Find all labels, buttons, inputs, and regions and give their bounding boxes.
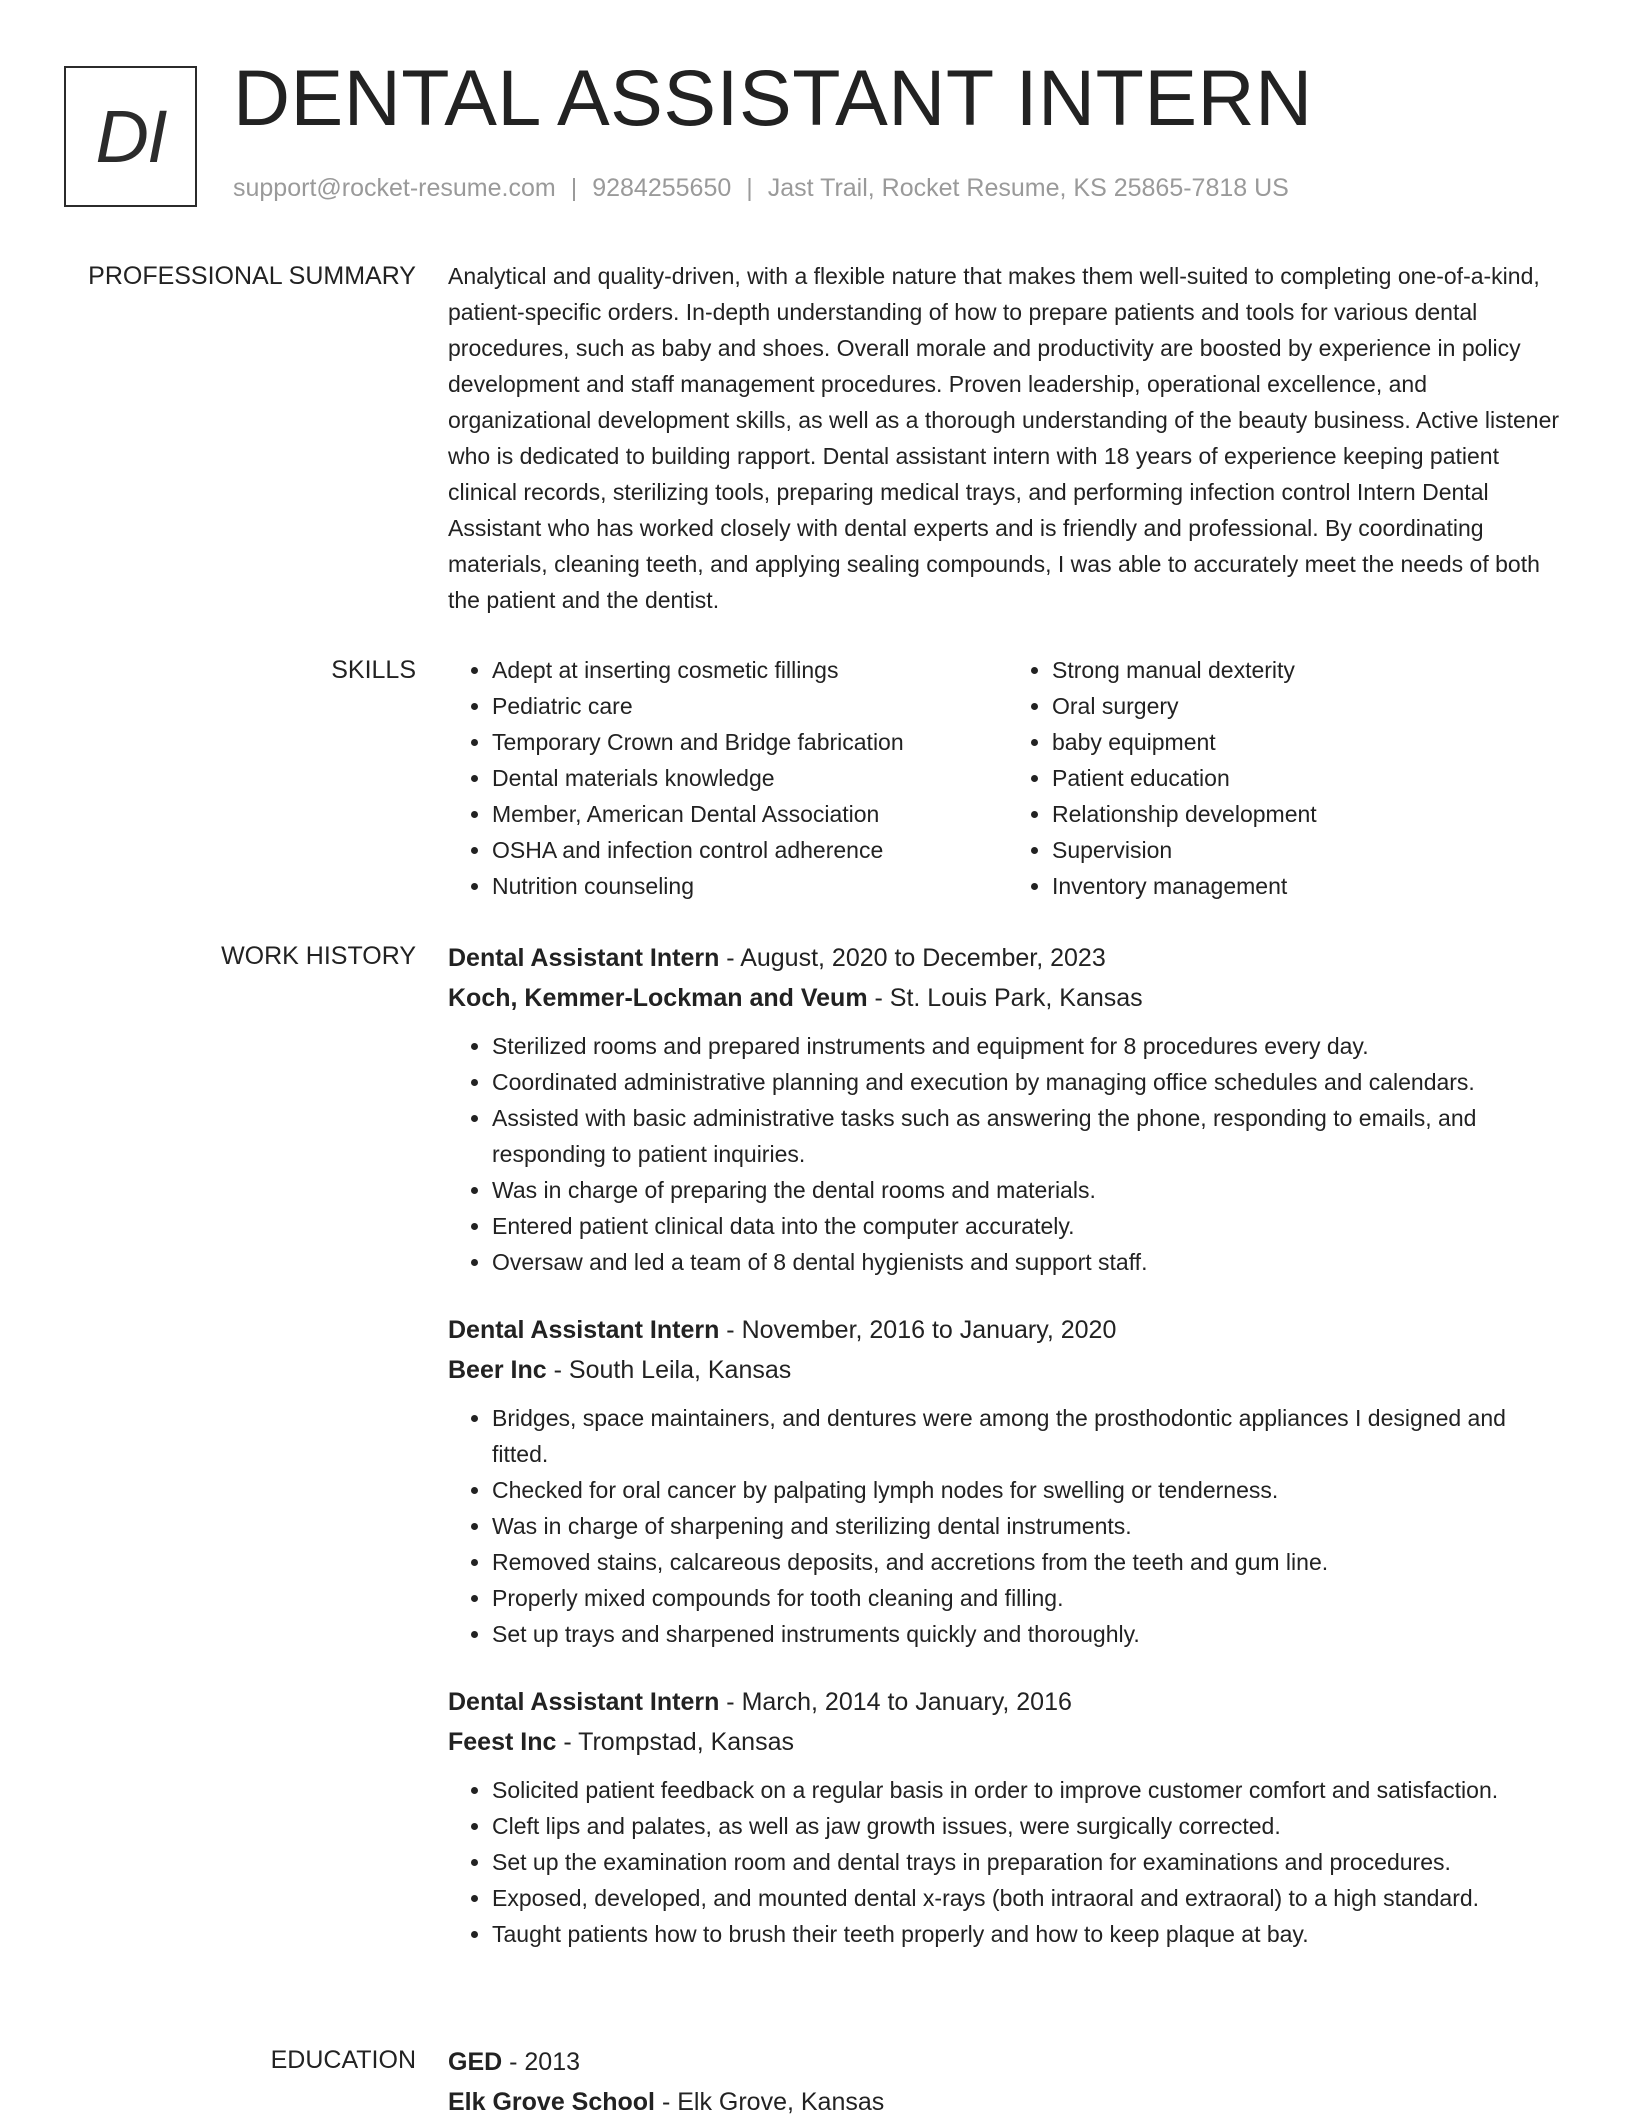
job-bullets [448, 1028, 1568, 1280]
job-location: - Trompstad, Kansas [556, 1728, 794, 1756]
skill-item: • Supervision [1052, 832, 1568, 868]
skill-item: • baby equipment [1052, 724, 1568, 760]
contact-address: Jast Trail, Rocket Resume, KS 25865-7818 US [767, 174, 1289, 202]
monogram-initials: DI [95, 95, 166, 178]
education-degree: GED [448, 2048, 503, 2076]
job-bullet: • Properly mixed compounds for tooth cleaning and filling. [492, 1580, 1568, 1616]
job-bullet: • Cleft lips and palates, as well as jaw growth issues, were surgically corrected. [492, 1808, 1568, 1844]
contact-line [233, 176, 1289, 201]
education-degree-line [448, 2042, 1568, 2082]
job-bullet: • Solicited patient feedback on a regular basis in order to improve customer comfort and satisfaction. [492, 1772, 1568, 1808]
education-school: Elk Grove School [448, 2088, 656, 2116]
job-bullet: • Was in charge of sharpening and sterilizing dental instruments. [492, 1508, 1568, 1544]
skill-item: • Nutrition counseling [492, 868, 1008, 904]
job-entry [448, 1310, 1568, 1652]
job-company-line [448, 978, 1568, 1018]
job-bullet: • Removed stains, calcareous deposits, and accretions from the teeth and gum line. [492, 1544, 1568, 1580]
job-bullet: • Sterilized rooms and prepared instruments and equipment for 8 procedures every day. [492, 1028, 1568, 1064]
job-company: Beer Inc [448, 1356, 547, 1384]
summary-text: Analytical and quality-driven, with a flexible nature that makes them well-suited to completing one-of-a-kind, patient-specific orders. In-depth understanding of how to prepare patients and tools for various dental procedures, such as baby and shoes. Overall morale and productivity are boosted by experience in policy development and staff management procedures. Proven leadership, operational excellence, and organizational development skills, as well as a thorough understanding of the beauty business. Active listener who is dedicated to building rapport. Dental assistant intern with 18 years of experience keeping patient clinical records, sterilizing tools, preparing medical trays, and performing infection control Intern Dental Assistant who has worked closely with dental experts and is friendly and professional. By coordinating materials, cleaning teeth, and applying sealing compounds, I was able to accurately meet the needs of both the patient and the dentist. [448, 263, 1560, 613]
job-entry [448, 1682, 1568, 1952]
skill-item: • Oral surgery [1052, 688, 1568, 724]
job-bullet: • Was in charge of preparing the dental rooms and materials. [492, 1172, 1568, 1208]
job-bullet: • Oversaw and led a team of 8 dental hygienists and support staff. [492, 1244, 1568, 1280]
section-label-summary: PROFESSIONAL SUMMARY [88, 262, 416, 290]
job-bullets [448, 1772, 1568, 1952]
job-bullet: • Coordinated administrative planning and execution by managing office schedules and calendars. [492, 1064, 1568, 1100]
contact-separator: | [570, 174, 578, 202]
section-label-education: EDUCATION [270, 2046, 416, 2074]
contact-phone: 9284255650 [592, 174, 732, 202]
contact-email: support@rocket-resume.com [233, 174, 556, 202]
job-location: - St. Louis Park, Kansas [867, 984, 1143, 1012]
skill-item: • Patient education [1052, 760, 1568, 796]
job-title: Dental Assistant Intern [448, 944, 720, 972]
skill-item: • Temporary Crown and Bridge fabrication [492, 724, 1008, 760]
job-title: Dental Assistant Intern [448, 1688, 720, 1716]
job-title: Dental Assistant Intern [448, 1316, 720, 1344]
job-bullet: • Checked for oral cancer by palpating lymph nodes for swelling or tenderness. [492, 1472, 1568, 1508]
education-body [448, 2042, 1568, 2122]
job-bullet: • Assisted with basic administrative tasks such as answering the phone, responding to emails, and responding to patient inquiries. [492, 1100, 1568, 1172]
job-title-line [448, 1682, 1568, 1722]
contact-separator: | [746, 174, 753, 202]
job-bullets [448, 1400, 1568, 1652]
skills-list-left [448, 652, 1008, 904]
skill-item: • Dental materials knowledge [492, 760, 1008, 796]
summary-body [448, 258, 1568, 618]
job-bullet: • Taught patients how to brush their teeth properly and how to keep plaque at bay. [492, 1916, 1568, 1952]
job-entry [448, 938, 1568, 1280]
job-company: Koch, Kemmer-Lockman and Veum [448, 984, 868, 1012]
job-bullet: • Bridges, space maintainers, and dentures were among the prosthodontic appliances I designed and fitted. [492, 1400, 1568, 1472]
job-dates: - November, 2016 to January, 2020 [719, 1316, 1117, 1344]
skill-item: • Member, American Dental Association [492, 796, 1008, 832]
education-year: - 2013 [502, 2048, 581, 2076]
skill-item: • Pediatric care [492, 688, 1008, 724]
job-title-line [448, 1310, 1568, 1350]
skills-body [448, 652, 1568, 904]
education-school-line [448, 2082, 1568, 2122]
job-company-line [448, 1350, 1568, 1390]
job-company: Feest Inc [448, 1728, 557, 1756]
skill-item: • OSHA and infection control adherence [492, 832, 1008, 868]
job-dates: - August, 2020 to December, 2023 [719, 944, 1106, 972]
job-location: - South Leila, Kansas [546, 1356, 792, 1384]
section-label-work-history: WORK HISTORY [221, 942, 416, 970]
skill-item: • Inventory management [1052, 868, 1568, 904]
job-bullet: • Entered patient clinical data into the computer accurately. [492, 1208, 1568, 1244]
section-label-skills: SKILLS [331, 656, 416, 684]
job-bullet: • Set up trays and sharpened instruments quickly and thoroughly. [492, 1616, 1568, 1652]
job-bullet: • Set up the examination room and dental trays in preparation for examinations and procedures. [492, 1844, 1568, 1880]
skills-list-right [1008, 652, 1568, 904]
job-bullet: • Exposed, developed, and mounted dental x-rays (both intraoral and extraoral) to a high standard. [492, 1880, 1568, 1916]
job-title-line [448, 938, 1568, 978]
skill-item: • Strong manual dexterity [1052, 652, 1568, 688]
job-dates: - March, 2014 to January, 2016 [719, 1688, 1072, 1716]
candidate-name: DENTAL ASSISTANT INTERN [233, 53, 1313, 142]
monogram-box [64, 66, 197, 207]
skill-item: • Adept at inserting cosmetic fillings [492, 652, 1008, 688]
skill-item: • Relationship development [1052, 796, 1568, 832]
education-location: - Elk Grove, Kansas [655, 2088, 885, 2116]
job-company-line [448, 1722, 1568, 1762]
work-history-body [448, 938, 1568, 1982]
